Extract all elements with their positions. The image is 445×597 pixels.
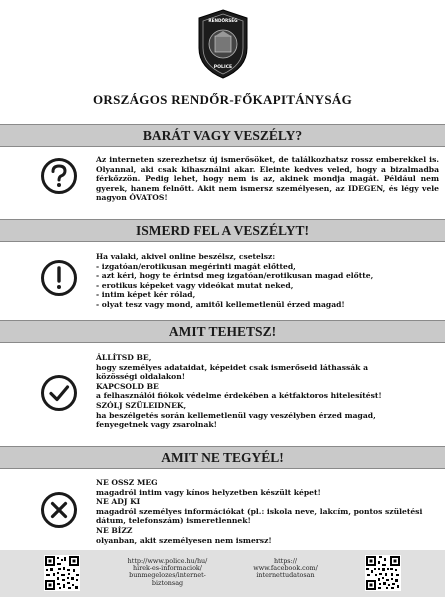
list-item: - olyat tesz vagy mond, amitől kellemetlenül érzed magad! [96,299,345,309]
list-item: közösségi oldalakon! [96,372,186,382]
list-item: KAPCSOLD BE [96,381,159,391]
section-title-friend-or-danger: BARÁT VAGY VESZÉLY? [0,124,445,147]
section-list-what-not-to-do [96,478,439,545]
list-item: SZÓLJ SZÜLEIDNEK, [96,400,187,410]
section-title-recognize-danger: ISMERD FEL A VESZÉLYT! [0,219,445,242]
list-item: fenyegetnek vagy zsarolnak! [96,420,217,430]
exclamation-icon [40,259,78,297]
logo-bottom-text: POLICE [213,65,233,70]
list-item: dátum, telefonszám) ismeretlennek! [96,516,251,526]
list-item: Ha valaki, akivel online beszélsz, csetelsz: [96,252,276,261]
section-list-what-you-can-do [96,353,439,430]
facebook-page-link[interactable]: https:// www.facebook.com/ internettudatosan [253,557,318,580]
list-item: NE OSSZ MEG [96,478,158,487]
list-item: magadról intim vagy kínos helyzetben készült képet! [96,487,321,497]
list-item: magadról személyes információkat (pl.: iskola neve, lakcím, pontos születési [96,506,423,516]
list-item: olyanban, akit személyesen nem ismersz! [96,535,272,545]
section-text-friend-or-danger: Az interneten szerezhetsz új ismerősöket, de találkozhatsz rossz emberekkel is. Olyannal, aki csak kihasználni akar. Eleinte kedves veled, hogy a bizalmadba férkőzzön. Pedig lehet, hogy nem is az, akinek mondja magát. Például nem gyerek, hanem felnőtt. Akit nem ismersz személyesen, az IDEGEN, és légy vele nagyon ÓVATOS! [96,155,439,203]
qr-code-left[interactable] [44,555,80,591]
section-title-what-you-can-do: AMIT TEHETSZ! [0,320,445,343]
police-badge-logo [193,8,253,80]
footer [0,550,445,597]
list-item: - erotikus képeket vagy videókat mutat neked, [96,280,294,290]
list-item: - azt kéri, hogy te érintsd meg izgatóan/erotikusan magad előtte, [96,271,374,281]
agency-title: ORSZÁGOS RENDŐR-FŐKAPITÁNYSÁG [93,92,352,107]
qr-code-right[interactable] [365,555,401,591]
logo-top-text: RENDŐRSÉG [208,18,238,23]
section-list-recognize-danger [96,252,439,310]
list-item: NE ADJ KI [96,497,141,507]
list-item: hogy személyes adataidat, képeidet csak ismerőseid láthassák a [96,362,368,372]
check-icon [40,374,78,412]
x-icon [40,491,78,529]
section-title-what-not-to-do: AMIT NE TEGYÉL! [0,446,445,469]
list-item: a felhasználói fiókok védelme érdekében a kétfaktoros hitelesítést! [96,391,382,401]
list-item: - izgatóan/erotikusan megérinti magát előtted, [96,261,296,271]
police-website-link[interactable]: http://www.police.hu/hu/ hirek-es-informaciok/ bunmegelozes/internet- biztonsag [127,557,208,587]
question-icon [40,157,78,195]
list-item: NE BÍZZ [96,525,133,535]
list-item: ha beszélgetés során kellemetlenül vagy veszélyben érzed magad, [96,410,376,420]
list-item: - intim képet kér rólad, [96,290,196,300]
list-item: ÁLLÍTSD BE, [96,353,152,362]
